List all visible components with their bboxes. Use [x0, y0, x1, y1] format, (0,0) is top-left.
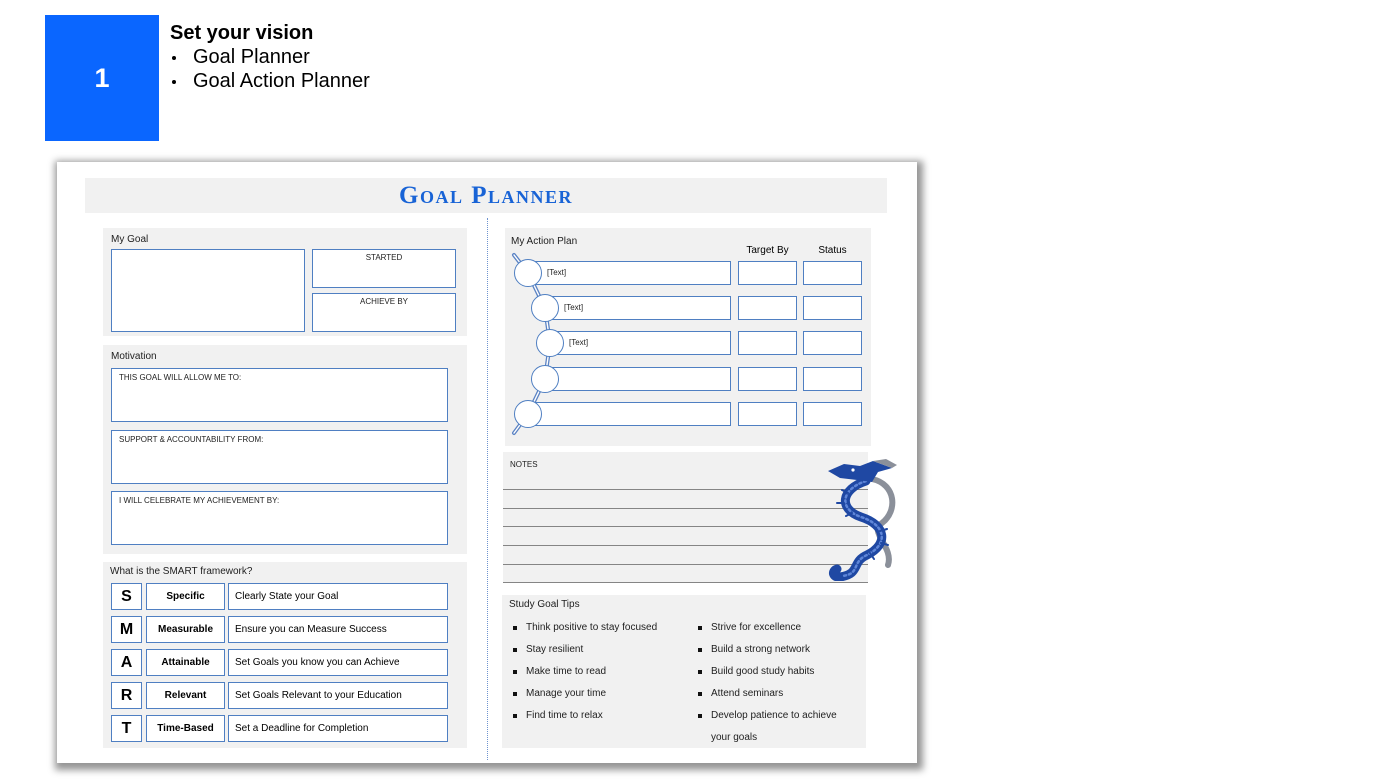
- smart-term: Specific: [146, 583, 225, 610]
- note-line: [503, 526, 868, 527]
- smart-term: Relevant: [146, 682, 225, 709]
- smart-row: [111, 682, 448, 709]
- smart-term: Measurable: [146, 616, 225, 643]
- smart-framework-panel: [103, 562, 467, 748]
- tip-item: Manage your time: [512, 683, 690, 705]
- motivation-box-support: [111, 430, 448, 484]
- smart-description: Ensure you can Measure Success: [228, 616, 448, 643]
- notes-label: NOTES: [510, 460, 538, 469]
- motivation-prompt: SUPPORT & ACCOUNTABILITY FROM:: [119, 435, 264, 444]
- motivation-label: Motivation: [111, 351, 157, 362]
- target-by-cell: [738, 296, 797, 320]
- target-by-cell: [738, 367, 797, 391]
- action-step-text: [Text]: [569, 338, 589, 347]
- tips-list-left: [512, 617, 690, 727]
- tip-item: Strive for excellence: [697, 617, 851, 639]
- action-step-circle: [531, 365, 559, 393]
- smart-letter: T: [111, 715, 142, 742]
- started-box: [312, 249, 456, 288]
- smart-row: [111, 715, 448, 742]
- note-line: [503, 545, 868, 546]
- motivation-box-allow: [111, 368, 448, 422]
- action-plan-panel: [505, 228, 871, 446]
- smart-term: Attainable: [146, 649, 225, 676]
- section-title: Set your vision: [170, 22, 314, 44]
- smart-letter: M: [111, 616, 142, 643]
- smart-row: [111, 649, 448, 676]
- tip-item: Make time to read: [512, 661, 690, 683]
- motivation-prompt: THIS GOAL WILL ALLOW ME TO:: [119, 373, 242, 382]
- goal-text-box: [111, 249, 305, 332]
- smart-row: [111, 583, 448, 610]
- action-step-field: [545, 367, 731, 391]
- dragon-illustration: [826, 459, 898, 581]
- action-step-circle: [536, 329, 564, 357]
- step-number-badge: [45, 15, 159, 141]
- action-step-circle: [531, 294, 559, 322]
- target-by-cell: [738, 331, 797, 355]
- section-bullet-list: [170, 45, 370, 93]
- smart-description: Clearly State your Goal: [228, 583, 448, 610]
- achieve-by-box: [312, 293, 456, 332]
- note-line: [503, 508, 868, 509]
- smart-letter: S: [111, 583, 142, 610]
- action-plan-label: My Action Plan: [511, 236, 578, 247]
- started-label: STARTED: [365, 253, 403, 262]
- tip-item: Build good study habits: [697, 661, 851, 683]
- smart-description: Set Goals Relevant to your Education: [228, 682, 448, 709]
- smart-description: Set Goals you know you can Achieve: [228, 649, 448, 676]
- action-step-text: [Text]: [564, 303, 584, 312]
- motivation-panel: [103, 345, 467, 554]
- action-step-circle: [514, 400, 542, 428]
- status-cell: [803, 296, 862, 320]
- section-list-item: Goal Planner: [170, 45, 370, 69]
- achieve-by-label: ACHIEVE BY: [359, 297, 408, 306]
- goal-planner-document: [57, 162, 917, 763]
- notes-panel: [503, 452, 868, 583]
- tip-item: Stay resilient: [512, 639, 690, 661]
- target-by-cell: [738, 402, 797, 426]
- motivation-box-celebrate: [111, 491, 448, 545]
- my-goal-label: My Goal: [111, 234, 149, 245]
- action-step-text: [Text]: [547, 268, 567, 277]
- status-cell: [803, 261, 862, 285]
- motivation-prompt: I WILL CELEBRATE MY ACHIEVEMENT BY:: [119, 496, 280, 505]
- study-tips-label: Study Goal Tips: [509, 599, 580, 610]
- smart-row: [111, 616, 448, 643]
- section-list-item: Goal Action Planner: [170, 69, 370, 93]
- column-divider: [487, 218, 488, 760]
- planner-title-bar: [85, 178, 887, 213]
- planner-title: Goal Planner: [399, 181, 573, 209]
- smart-framework-label: What is the SMART framework?: [110, 566, 253, 577]
- status-cell: [803, 367, 862, 391]
- tip-item: Think positive to stay focused: [512, 617, 690, 639]
- tip-item: Develop patience to achieve your goals: [697, 705, 851, 749]
- tips-list-right: [697, 617, 851, 749]
- smart-letter: A: [111, 649, 142, 676]
- note-line: [503, 564, 868, 565]
- target-by-header: Target By: [746, 245, 789, 256]
- smart-term: Time-Based: [146, 715, 225, 742]
- tip-item: Find time to relax: [512, 705, 690, 727]
- my-goal-panel: [103, 228, 467, 336]
- tip-item: Attend seminars: [697, 683, 851, 705]
- action-step-circle: [514, 259, 542, 287]
- smart-description: Set a Deadline for Completion: [228, 715, 448, 742]
- target-by-cell: [738, 261, 797, 285]
- status-cell: [803, 331, 862, 355]
- study-tips-panel: [502, 595, 866, 748]
- status-header: Status: [818, 245, 847, 256]
- smart-letter: R: [111, 682, 142, 709]
- status-cell: [803, 402, 862, 426]
- note-line: [503, 489, 868, 490]
- step-number: 1: [94, 62, 110, 93]
- tip-item: Build a strong network: [697, 639, 851, 661]
- note-line: [503, 582, 868, 583]
- action-step-field: [528, 402, 731, 426]
